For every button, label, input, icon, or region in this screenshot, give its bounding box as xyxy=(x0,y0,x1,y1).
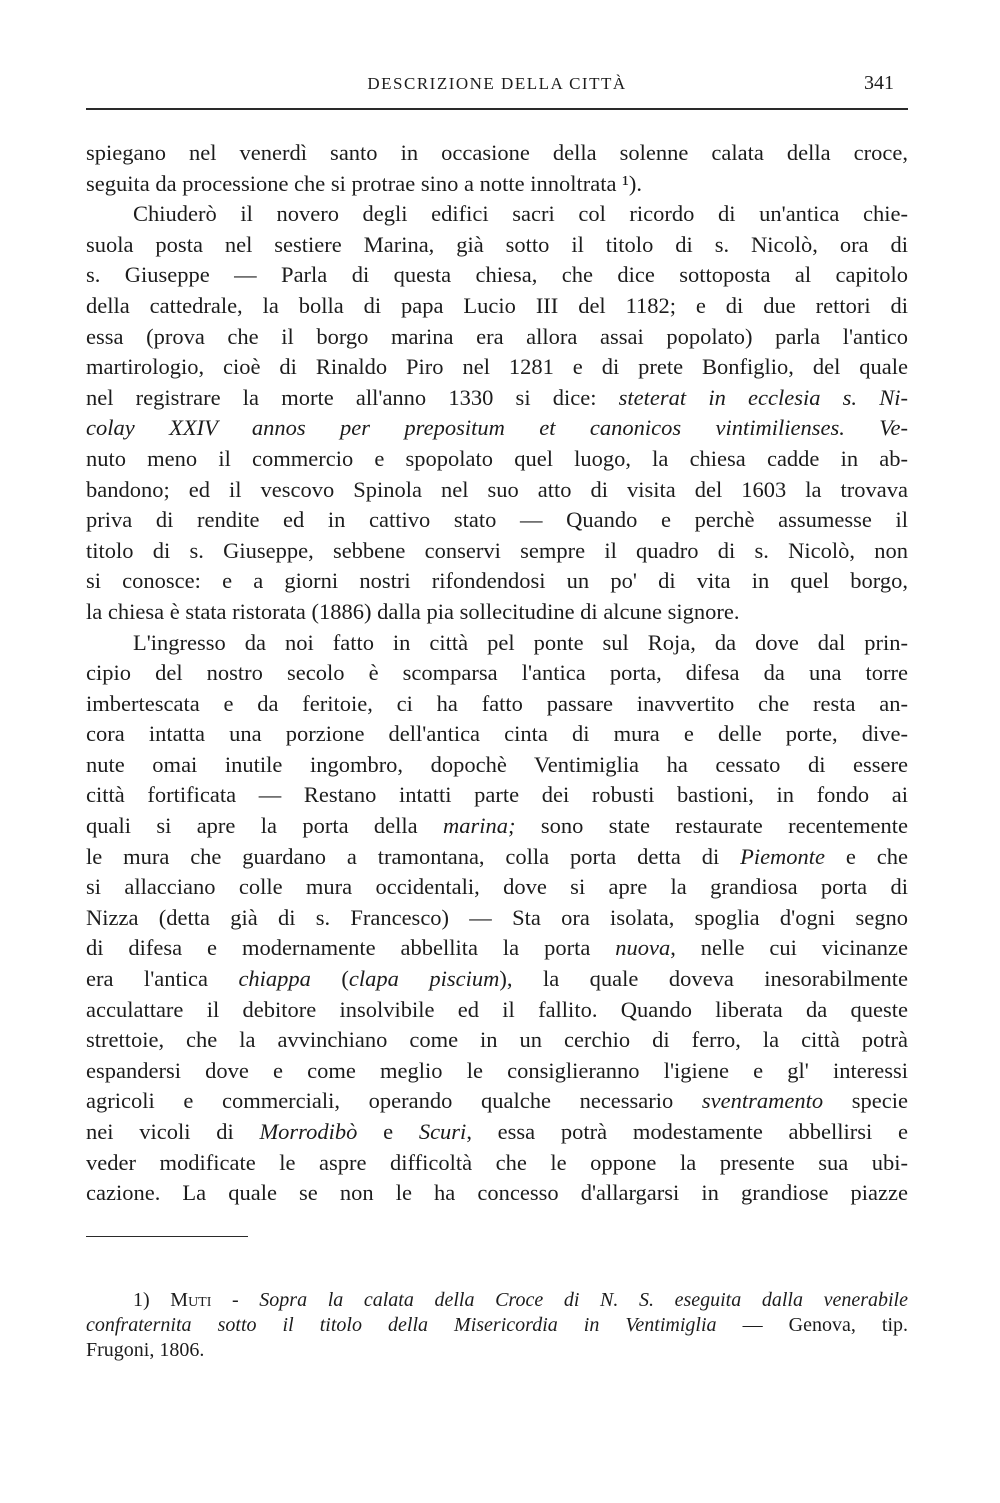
italic-term: chiappa xyxy=(238,966,311,992)
italic-term: marina; xyxy=(443,813,516,839)
italic-latin-quote: colay XXIV annos per prepositum et canonicos vintimilienses. Ve- xyxy=(86,415,908,441)
text-line: della cattedrale, la bolla di papa Lucio III del 1182; e di due rettori di xyxy=(86,292,908,318)
text-line xyxy=(86,1117,908,1148)
italic-term: Scuri xyxy=(418,1119,467,1144)
italic-term: Morrodibò xyxy=(259,1119,358,1144)
footnote-title: confraternita sotto il titolo della Misericordia in Ventimiglia xyxy=(86,1314,717,1336)
text-line: imbertescata e da feritoie, ci ha fatto passare inavvertito che resta an- xyxy=(86,690,908,716)
text-line: priva di rendite ed in cattivo stato — Quando e perchè assumesse il xyxy=(86,507,908,533)
text-line: cazione. La quale se non le ha concesso d'allargarsi in grandiose piazze xyxy=(86,1180,908,1206)
text-line: Nizza (detta già di s. Francesco) — Sta ora isolata, spoglia d'ogni segno xyxy=(86,904,908,930)
footnote-title: Sopra la calata della Croce di N. S. eseguita dalla venerabile xyxy=(259,1289,908,1311)
footnote-marker: 1) xyxy=(133,1289,171,1311)
text-line xyxy=(86,1086,908,1117)
text-segment: quali si apre la porta della xyxy=(86,813,444,839)
page-number: 341 xyxy=(864,72,894,94)
text-segment: specie xyxy=(823,1088,909,1114)
text-line: cipio del nostro secolo è scomparsa l'antica porta, difesa da una torre xyxy=(86,660,908,686)
text-line: seguita da processione che si protrae sino a notte innoltrata ¹). xyxy=(86,170,642,196)
body-text xyxy=(86,138,908,1209)
text-line: essa (prova che il borgo marina era allora assai popolato) parla l'antico xyxy=(86,323,908,349)
text-segment: - xyxy=(211,1289,260,1311)
text-segment: e xyxy=(357,1119,419,1144)
text-segment: , nelle cui vicinanze xyxy=(670,935,908,961)
footnote-author: Muti xyxy=(170,1289,212,1311)
text-line: Chiuderò il novero degli edifici sacri col ricordo di un'antica chie- xyxy=(133,201,908,227)
text-segment: agricoli e commerciali, operando qualche necessario xyxy=(86,1088,702,1114)
footnote-line xyxy=(86,1313,908,1338)
italic-latin-quote: steterat in ecclesia s. Ni- xyxy=(618,384,908,410)
text-segment: e che xyxy=(825,843,908,869)
italic-term: sventramento xyxy=(701,1088,824,1114)
footnote-rule xyxy=(86,1236,248,1237)
text-line: si allacciano colle mura occidentali, dove si apre la grandiosa porta di xyxy=(86,874,908,900)
text-line: strettoie, che la avvinchiano come in un cerchio di ferro, la città potrà xyxy=(86,1027,908,1053)
text-segment: nei vicoli di xyxy=(86,1119,260,1144)
text-line xyxy=(86,842,908,873)
running-head xyxy=(86,72,908,102)
text-segment: sono state restaurate recentemente xyxy=(515,813,909,839)
text-line: città fortificata — Restano intatti parte dei robusti bastioni, in fondo ai xyxy=(86,782,908,808)
italic-term: nuova xyxy=(615,935,671,961)
text-line: cora intatta una porzione dell'antica cinta di mura e delle porte, dive- xyxy=(86,721,908,747)
text-segment: — Genova, tip. xyxy=(716,1314,909,1336)
text-line: L'ingresso da noi fatto in città pel ponte sul Roja, da dove dal prin- xyxy=(133,629,908,655)
text-segment: nel registrare la morte all'anno 1330 si dice: xyxy=(86,384,619,410)
footnote xyxy=(86,1288,908,1363)
text-line xyxy=(86,811,908,842)
text-line: nuto meno il commercio e spopolato quel luogo, la chiesa cadde in ab- xyxy=(86,445,908,471)
footnote-line: Frugoni, 1806. xyxy=(86,1339,205,1361)
text-line: espandersi dove e come meglio le consiglieranno l'igiene e gl' interessi xyxy=(86,1057,908,1083)
text-line xyxy=(86,413,908,444)
text-segment: , essa potrà modestamente abbellirsi e xyxy=(466,1119,908,1144)
text-line: bandono; ed il vescovo Spinola nel suo atto di visita del 1603 la trovava xyxy=(86,476,908,502)
text-line: spiegano nel venerdì santo in occasione della solenne calata della croce, xyxy=(86,140,908,165)
footnote-line xyxy=(86,1288,908,1313)
text-line: si conosce: e a giorni nostri rifondendosi un po' di vita in quel borgo, xyxy=(86,568,908,594)
italic-term: Piemonte xyxy=(740,843,826,869)
text-segment: era l'antica xyxy=(86,966,239,992)
text-line xyxy=(86,383,908,414)
text-line: nute omai inutile ingombro, dopochè Ventimiglia ha cessato di essere xyxy=(86,751,908,777)
text-line: suola posta nel sestiere Marina, già sotto il titolo di s. Nicolò, ora di xyxy=(86,231,908,257)
text-segment: di difesa e modernamente abbellita la porta xyxy=(86,935,616,961)
text-segment: ( xyxy=(310,966,349,992)
text-line: martirologio, cioè di Rinaldo Piro nel 1281 e di prete Bonfiglio, del quale xyxy=(86,354,908,380)
italic-term: clapa piscium xyxy=(348,966,500,992)
text-line: acculattare il debitore insolvibile ed il fallito. Quando liberata da queste xyxy=(86,996,908,1022)
text-segment: le mura che guardano a tramontana, colla porta detta di xyxy=(86,843,741,869)
text-line xyxy=(86,933,908,964)
text-segment: ), la quale doveva inesorabilmente xyxy=(499,966,908,992)
text-line: s. Giuseppe — Parla di questa chiesa, che dice sottoposta al capitolo xyxy=(86,262,908,288)
text-line: veder modificate le aspre difficoltà che le oppone la presente sua ubi- xyxy=(86,1149,908,1175)
header-rule xyxy=(86,108,908,110)
text-line: la chiesa è stata ristorata (1886) dalla pia sollecitudine di alcune signore. xyxy=(86,598,740,624)
text-line xyxy=(86,964,908,995)
running-title: DESCRIZIONE DELLA CITTÀ xyxy=(367,74,627,93)
text-line: titolo di s. Giuseppe, sebbene conservi sempre il quadro di s. Nicolò, non xyxy=(86,537,908,563)
